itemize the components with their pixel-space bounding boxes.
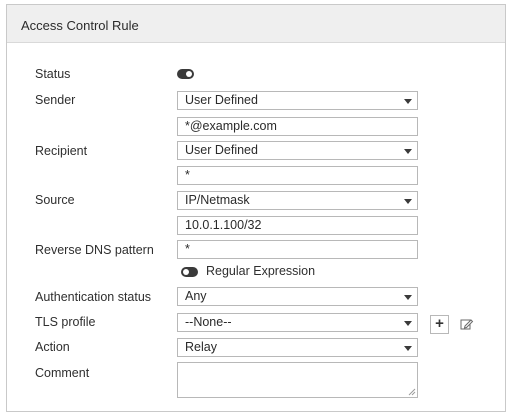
action-select[interactable] xyxy=(177,338,418,357)
comment-textarea[interactable] xyxy=(177,362,418,398)
regex-toggle-label: Regular Expression xyxy=(206,264,316,278)
resize-grip-icon[interactable] xyxy=(408,388,416,396)
source-select-value: IP/Netmask xyxy=(185,193,250,207)
source-select[interactable] xyxy=(177,191,418,210)
recipient-select[interactable] xyxy=(177,141,418,160)
panel-header xyxy=(7,5,505,43)
recipient-select-value: User Defined xyxy=(185,143,258,157)
chevron-down-icon xyxy=(404,99,412,104)
recipient-input[interactable]: * xyxy=(177,166,418,185)
chevron-down-icon xyxy=(404,199,412,204)
action-select-value: Relay xyxy=(185,340,217,354)
toggle-knob xyxy=(183,269,189,275)
source-label: Source xyxy=(35,193,75,207)
auth-status-select-value: Any xyxy=(185,289,207,303)
sender-input[interactable]: *@example.com xyxy=(177,117,418,136)
recipient-label: Recipient xyxy=(35,144,88,158)
status-toggle[interactable] xyxy=(177,69,194,79)
sender-select-value: User Defined xyxy=(185,93,258,107)
chevron-down-icon xyxy=(404,295,412,300)
panel-title: Access Control Rule xyxy=(21,18,139,33)
chevron-down-icon xyxy=(404,149,412,154)
tls-profile-select-value: --None-- xyxy=(185,315,232,329)
sender-label: Sender xyxy=(35,93,76,107)
tls-profile-select[interactable] xyxy=(177,313,418,332)
status-label: Status xyxy=(35,67,71,81)
toggle-knob xyxy=(186,71,192,77)
auth-status-label: Authentication status xyxy=(35,290,152,304)
plus-icon: + xyxy=(435,315,444,332)
edit-icon xyxy=(457,315,476,334)
comment-label: Comment xyxy=(35,366,90,380)
edit-tls-profile-button[interactable] xyxy=(457,315,476,334)
add-tls-profile-button[interactable] xyxy=(430,315,449,334)
access-control-rule-panel xyxy=(6,4,506,412)
action-label: Action xyxy=(35,340,70,354)
source-input[interactable]: 10.0.1.100/32 xyxy=(177,216,418,235)
tls-profile-label: TLS profile xyxy=(35,315,96,329)
chevron-down-icon xyxy=(404,346,412,351)
reverse-dns-label: Reverse DNS pattern xyxy=(35,243,154,257)
regex-toggle[interactable] xyxy=(181,267,198,277)
sender-select[interactable] xyxy=(177,91,418,110)
reverse-dns-input[interactable]: * xyxy=(177,240,418,259)
auth-status-select[interactable] xyxy=(177,287,418,306)
chevron-down-icon xyxy=(404,321,412,326)
